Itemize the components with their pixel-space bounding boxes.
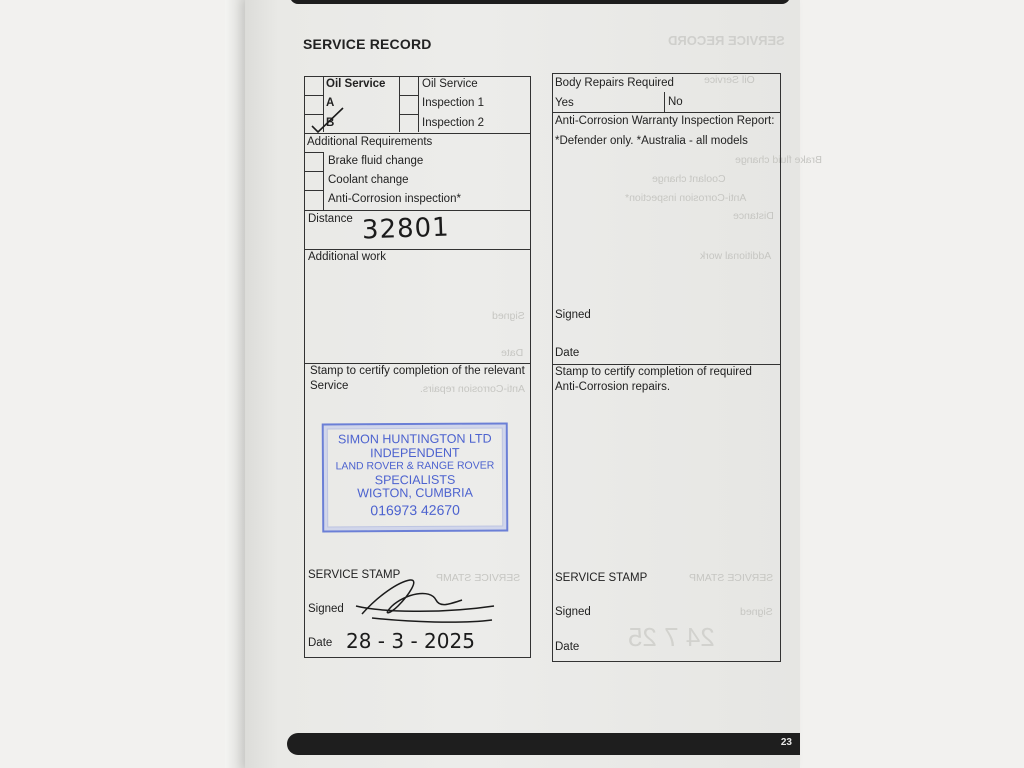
- no-label: No: [668, 96, 683, 108]
- distance-value: 32801: [361, 212, 451, 246]
- service-stamp-label: SERVICE STAMP: [308, 569, 401, 581]
- page-title: SERVICE RECORD: [303, 36, 432, 52]
- stamp-line5: WIGTON, CUMBRIA: [357, 485, 473, 501]
- ghost-date: 24 7 25: [628, 622, 715, 652]
- ghost-text: SERVICE STAMP: [689, 572, 774, 584]
- right-date-label: Date: [555, 347, 580, 359]
- inspection-2-label: Inspection 2: [422, 117, 485, 129]
- stamp-line4: SPECIALISTS: [374, 472, 456, 487]
- right-date-label-2: Date: [555, 641, 580, 653]
- right-service-stamp-label: SERVICE STAMP: [555, 572, 648, 584]
- ghost-text: Additional work: [700, 250, 772, 262]
- stamp-line2: INDEPENDENT: [370, 445, 460, 460]
- right-signed-label: Signed: [555, 309, 591, 321]
- ghost-text: Brake fluid change: [735, 154, 822, 166]
- stamp-line3: LAND ROVER & RANGE ROVER: [335, 459, 495, 473]
- yes-label: Yes: [555, 97, 574, 109]
- ghost-text: Signed: [740, 606, 773, 618]
- right-signed-label-2: Signed: [555, 606, 591, 618]
- body-repairs-label: Body Repairs Required: [555, 77, 674, 89]
- stamp-line1: SIMON HUNTINGTON LTD: [337, 431, 492, 447]
- additional-work-label: Additional work: [308, 251, 386, 263]
- right-stamp-caption-line1: Stamp to certify completion of required: [555, 366, 752, 378]
- page-number: 23: [780, 737, 792, 748]
- ghost-text: Signed: [492, 310, 525, 322]
- stamp-line6: 016973 42670: [370, 501, 460, 518]
- signature-icon: [356, 580, 494, 622]
- coolant-label: Coolant change: [328, 174, 409, 186]
- signed-label: Signed: [308, 603, 344, 615]
- date-label: Date: [308, 637, 333, 649]
- inspection-1-label: Inspection 1: [422, 97, 485, 109]
- checkmark-icon: [312, 108, 343, 132]
- ghost-text: Coolant change: [652, 173, 726, 185]
- brake-fluid-label: Brake fluid change: [328, 155, 424, 167]
- defender-note: *Defender only. *Australia - all models: [555, 135, 748, 147]
- anti-corrosion-report-label: Anti-Corrosion Warranty Inspection Report:: [555, 115, 775, 127]
- ghost-text: SERVICE STAMP: [436, 572, 521, 584]
- ghost-text: Oil Service: [704, 74, 755, 86]
- ghost-text: Anti-Corrosion inspection*: [625, 192, 747, 204]
- bottom-bar: [287, 733, 800, 755]
- right-stamp-caption-line2: Anti-Corrosion repairs.: [555, 381, 671, 393]
- stamp-caption-line2: Service: [310, 380, 349, 392]
- oil-service-header: Oil Service: [326, 78, 386, 90]
- oil-service-label: Oil Service: [422, 78, 478, 90]
- date-value: 28 - 3 - 2025: [346, 629, 475, 653]
- additional-requirements-label: Additional Requirements: [307, 136, 433, 148]
- stamp-caption-line1: Stamp to certify completion of the relevant: [310, 365, 525, 377]
- ghost-text: Distance: [733, 210, 774, 222]
- anti-corrosion-label: Anti-Corrosion inspection*: [328, 193, 461, 205]
- distance-label: Distance: [308, 213, 353, 225]
- ghost-text: Date: [501, 347, 524, 359]
- option-a-label: A: [326, 97, 335, 109]
- show-through-title: SERVICE RECORD: [668, 33, 785, 48]
- ghost-text: Anti-Corrosion repairs.: [420, 383, 526, 395]
- option-b-label: B: [326, 117, 335, 129]
